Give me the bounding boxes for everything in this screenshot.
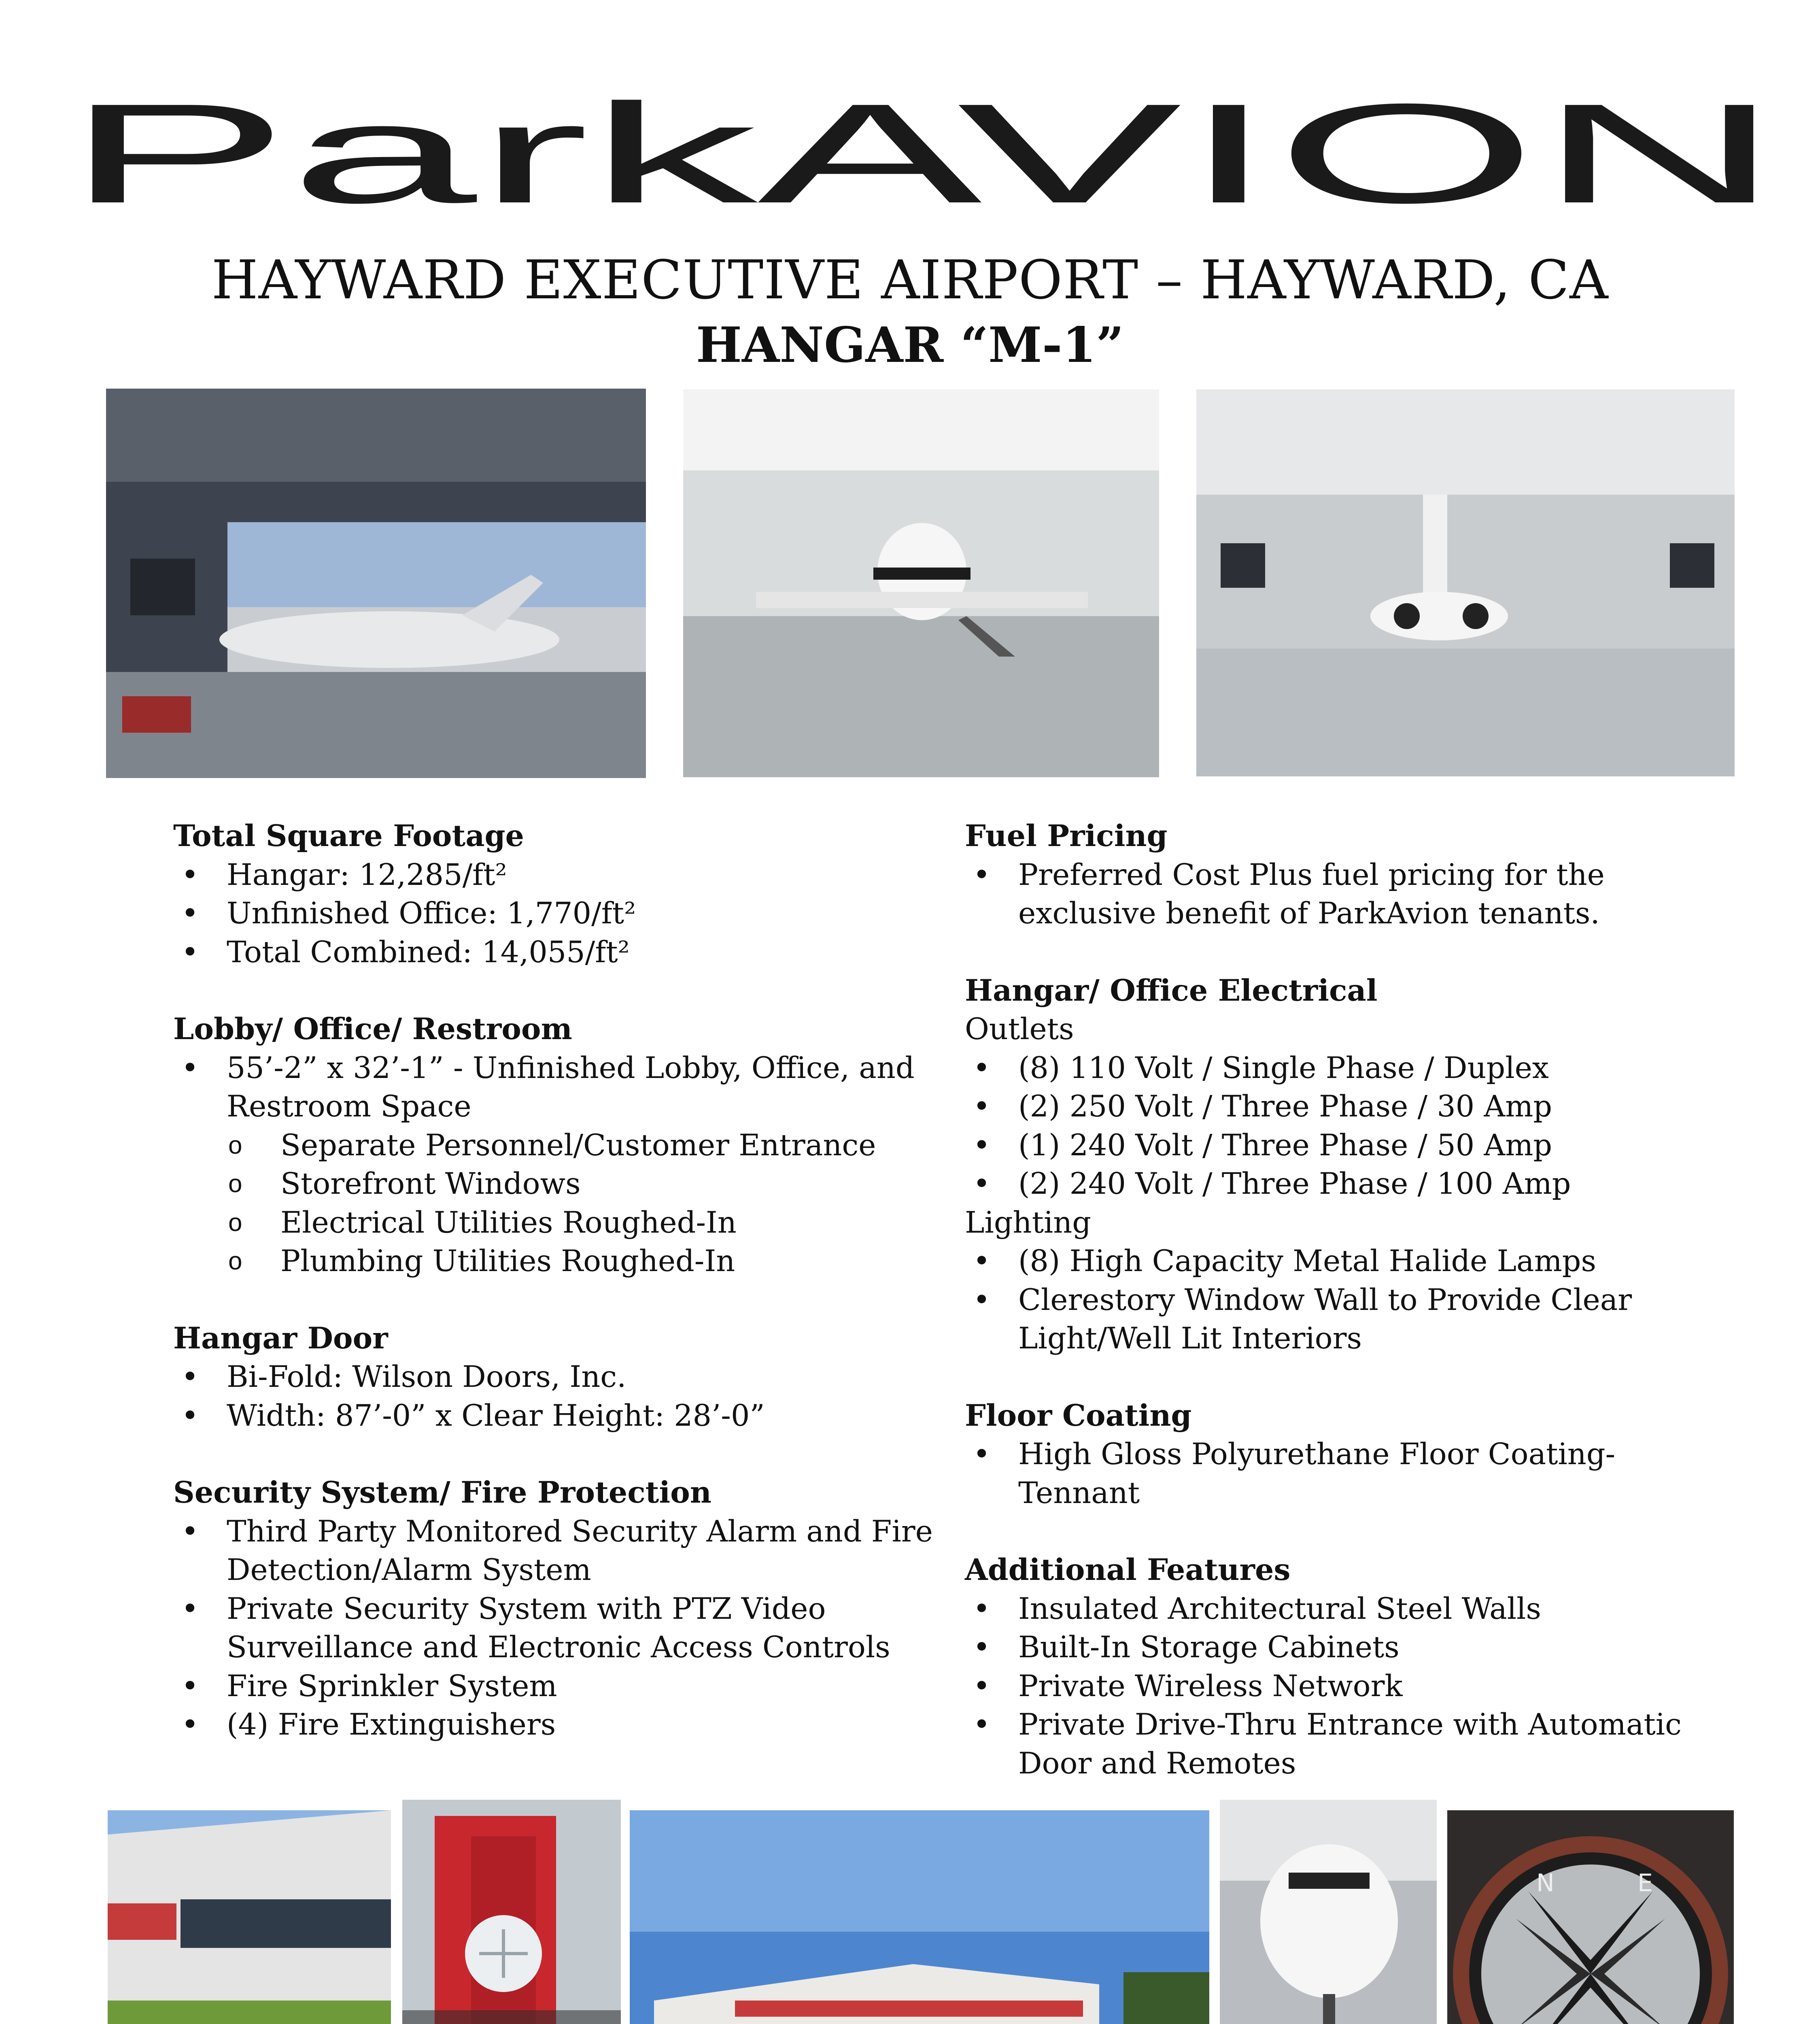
list-item: • Private Wireless Network [965,1667,1726,1706]
photo-jet-front-closeup [1220,1800,1437,2024]
compass-n-label: N [1536,1869,1555,1897]
section-title: Fuel Pricing [965,819,1168,853]
list-item: • Built-In Storage Cabinets [965,1628,1726,1667]
photo-jet-in-hangar [683,389,1159,777]
list-item: • (4) Fire Extinguishers [173,1705,934,1744]
list-item: • Unfinished Office: 1,770/ft² [173,894,934,933]
list-item: • 55’-2” x 32’-1” - Unfinished Lobby, Office, and Restroom Space [173,1049,934,1126]
list-item: • (8) High Capacity Metal Halide Lamps [965,1242,1726,1281]
section-lobby-office-restroom [173,1010,934,1281]
section-square-footage [173,817,934,972]
section-title: Security System/ Fire Protection [173,1475,711,1510]
list-item: • High Gloss Polyurethane Floor Coating- Tennant [965,1435,1726,1512]
parkavion-logo [65,81,1781,227]
photo-entrance-sign [402,1800,621,2024]
photo-compass-floor-emblem [1447,1810,1734,2024]
specs-left-column [173,817,934,1783]
page-subtitle: HAYWARD EXECUTIVE AIRPORT – HAYWARD, CA [211,249,1609,311]
photo-building-lawn [108,1810,391,2024]
list-item: • Fire Sprinkler System [173,1667,934,1706]
photo-building-exterior [630,1810,1209,2024]
sub-list-item: o Storefront Windows [173,1165,934,1203]
logo-text: ParkAVION [65,81,1781,227]
photo-hangar-open-door [106,389,646,778]
list-item: • (2) 250 Volt / Three Phase / 30 Amp [965,1087,1726,1126]
list-item: • Bi-Fold: Wilson Doors, Inc. [173,1358,934,1397]
sub-list-item: o Separate Personnel/Customer Entrance [173,1126,934,1165]
section-security-fire [173,1473,934,1744]
list-item: • Hangar: 12,285/ft² [173,856,934,895]
section-electrical [965,972,1726,1358]
section-hangar-door [173,1319,934,1435]
list-item: • Total Combined: 14,055/ft² [173,933,934,972]
list-item: • Insulated Architectural Steel Walls [965,1590,1726,1629]
photo-hangar-interior-rear [1196,389,1735,776]
section-additional-features [965,1551,1726,1783]
list-item: • Preferred Cost Plus fuel pricing for the exclusive benefit of ParkAvion tenants. [965,856,1726,933]
sub-list-item: o Plumbing Utilities Roughed-In [173,1242,934,1281]
list-item: • Private Drive-Thru Entrance with Automatic Door and Remotes [965,1705,1726,1783]
list-item: • (1) 240 Volt / Three Phase / 50 Amp [965,1126,1726,1165]
section-title: Lobby/ Office/ Restroom [173,1012,572,1046]
sub-list-item: o Electrical Utilities Roughed-In [173,1203,934,1242]
section-fuel-pricing [965,817,1726,933]
list-item: • Third Party Monitored Security Alarm and Fire Detection/Alarm System [173,1512,934,1590]
list-item: • (2) 240 Volt / Three Phase / 100 Amp [965,1165,1726,1203]
section-title: Hangar Door [173,1320,388,1356]
specs-right-column [965,817,1726,1821]
section-title: Hangar/ Office Electrical [965,973,1378,1008]
section-title: Total Square Footage [173,819,524,853]
list-item: • Private Security System with PTZ Video Surveillance and Electronic Access Controls [173,1590,934,1667]
compass-e-label: E [1637,1869,1653,1897]
list-item: • Width: 87’-0” x Clear Height: 28’-0” [173,1397,934,1435]
list-item: • (8) 110 Volt / Single Phase / Duplex [965,1049,1726,1088]
page-title: HANGAR “M-1” [696,317,1124,374]
section-title: Floor Coating [965,1398,1192,1433]
outlets-label: Outlets [965,1012,1074,1046]
section-title: Additional Features [965,1552,1291,1587]
lighting-label: Lighting [965,1205,1091,1240]
list-item: • Clerestory Window Wall to Provide Clear Light/Well Lit Interiors [965,1281,1726,1358]
section-floor-coating [965,1397,1726,1513]
